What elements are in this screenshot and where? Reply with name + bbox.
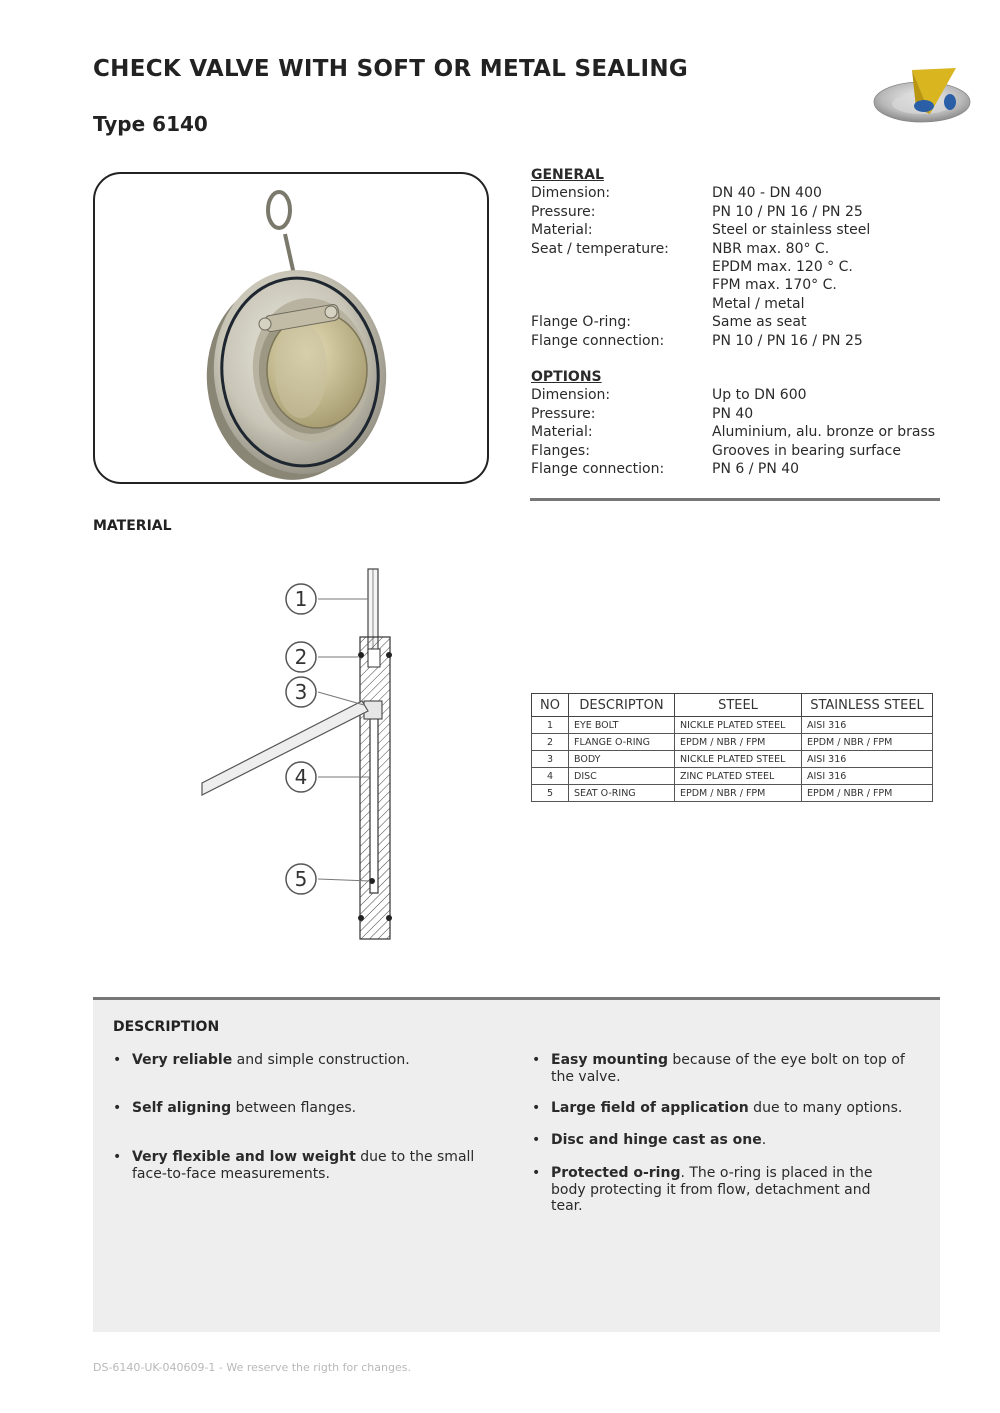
disc-shape <box>370 715 378 893</box>
description-bullet <box>532 1100 906 1117</box>
page-title: CHECK VALVE WITH SOFT OR METAL SEALING <box>93 56 689 82</box>
table-cell: EPDM / NBR / FPM <box>802 734 933 751</box>
spec-row <box>531 276 870 294</box>
type-label: Type 6140 <box>93 112 208 136</box>
table-cell: DISC <box>569 768 675 785</box>
table-cell: EPDM / NBR / FPM <box>675 785 802 802</box>
spec-label: Pressure: <box>531 405 596 422</box>
callout-5: 5 <box>294 867 308 891</box>
spec-label: Flange connection: <box>531 332 665 349</box>
description-bullet <box>532 1132 906 1149</box>
bullet-bold: Very flexible and low weight <box>132 1149 356 1165</box>
bullet-bold: Large field of application <box>551 1100 749 1116</box>
description-bullet <box>532 1052 906 1085</box>
spec-row <box>531 332 870 350</box>
spec-row <box>531 460 935 478</box>
spec-label: Material: <box>531 424 593 441</box>
spec-row <box>531 221 870 239</box>
spec-row <box>531 203 870 221</box>
col-stainless-steel: STAINLESS STEEL <box>802 694 933 717</box>
bullet-bold: Very reliable <box>132 1052 233 1068</box>
table-cell: NICKLE PLATED STEEL <box>675 751 802 768</box>
table-cell: 4 <box>532 768 569 785</box>
bullet-icon: • <box>532 1052 541 1068</box>
bullet-text: . The o-ring is placed in the body protecting it from flow, detachment and tear. <box>551 1165 873 1214</box>
bullet-text: due to the small face-to-face measurements. <box>132 1149 475 1182</box>
spec-label <box>531 295 712 313</box>
description-bullet <box>113 1100 477 1117</box>
spec-label <box>531 258 712 276</box>
spec-value: Same as seat <box>712 314 807 331</box>
bullet-text: . <box>761 1132 767 1148</box>
spec-label: Dimension: <box>531 387 611 404</box>
spec-label: Seat / temperature: <box>531 240 669 257</box>
material-heading: MATERIAL <box>93 518 172 534</box>
options-specs <box>531 368 935 478</box>
spec-value: Steel or stainless steel <box>712 222 871 239</box>
general-heading: GENERAL <box>531 167 604 183</box>
col-steel: STEEL <box>675 694 802 717</box>
bullet-bold: Easy mounting <box>551 1052 668 1068</box>
table-row <box>532 751 933 768</box>
table-cell: AISI 316 <box>802 768 933 785</box>
spec-value: Metal / metal <box>712 295 805 312</box>
spec-value: Aluminium, alu. bronze or brass <box>712 424 936 441</box>
description-bullet <box>532 1165 906 1215</box>
table-cell: SEAT O-RING <box>569 785 675 802</box>
spec-label: Flanges: <box>531 442 590 459</box>
table-cell: BODY <box>569 751 675 768</box>
options-heading: OPTIONS <box>531 369 602 385</box>
parts-table <box>531 693 933 802</box>
table-cell: AISI 316 <box>802 717 933 734</box>
spec-row <box>531 313 870 331</box>
description-heading: DESCRIPTION <box>113 1019 220 1035</box>
bullet-bold: Self aligning <box>132 1100 232 1116</box>
table-cell: FLANGE O-RING <box>569 734 675 751</box>
spec-row <box>531 386 935 404</box>
bullet-icon: • <box>113 1052 122 1068</box>
table-cell: AISI 316 <box>802 751 933 768</box>
table-cell: ZINC PLATED STEEL <box>675 768 802 785</box>
spec-row <box>531 184 870 202</box>
bullet-icon: • <box>532 1100 541 1116</box>
spec-row <box>531 442 935 460</box>
spec-value: FPM max. 170° C. <box>712 277 837 294</box>
spec-value: PN 10 / PN 16 / PN 25 <box>712 203 863 220</box>
spec-divider <box>530 498 940 501</box>
spec-label: Pressure: <box>531 203 596 220</box>
product-photo <box>93 172 489 484</box>
table-cell: 2 <box>532 734 569 751</box>
description-bullet <box>113 1149 477 1182</box>
spec-label: Flange O-ring: <box>531 314 631 331</box>
callout-2: 2 <box>294 645 308 669</box>
callout-1: 1 <box>294 587 308 611</box>
spec-value: PN 10 / PN 16 / PN 25 <box>712 332 863 349</box>
spec-value: Grooves in bearing surface <box>712 442 901 459</box>
spec-value: DN 40 - DN 400 <box>712 185 822 202</box>
bullet-icon: • <box>113 1100 122 1116</box>
description-bullet <box>113 1052 477 1069</box>
table-row <box>532 717 933 734</box>
spec-value: Up to DN 600 <box>712 387 807 404</box>
spec-row <box>531 405 935 423</box>
general-spec-rows <box>531 184 870 350</box>
bullet-text: and simple construction. <box>232 1052 410 1068</box>
bullet-text: between flanges. <box>231 1100 357 1116</box>
table-cell: EPDM / NBR / FPM <box>675 734 802 751</box>
check-valve-illustration <box>95 174 489 484</box>
material-cross-section-diagram <box>200 565 400 945</box>
general-specs <box>531 166 870 350</box>
company-logo-icon <box>872 62 972 128</box>
spec-row <box>531 240 870 258</box>
table-cell: 1 <box>532 717 569 734</box>
callout-4: 4 <box>294 765 308 789</box>
bullet-bold: Protected o-ring <box>551 1165 681 1181</box>
bullet-text: because of the eye bolt on top of the valve. <box>551 1052 905 1085</box>
spec-value: PN 6 / PN 40 <box>712 461 800 478</box>
table-cell: 3 <box>532 751 569 768</box>
bullet-icon: • <box>113 1149 122 1165</box>
table-cell: NICKLE PLATED STEEL <box>675 717 802 734</box>
table-cell: EPDM / NBR / FPM <box>802 785 933 802</box>
spec-value: EPDM max. 120 ° C. <box>712 259 853 276</box>
spec-label: Dimension: <box>531 185 611 202</box>
col-description: DESCRIPTON <box>569 694 675 717</box>
table-row <box>532 785 933 802</box>
spec-row <box>531 295 870 313</box>
col-no: NO <box>532 694 569 717</box>
bullet-bold: Disc and hinge cast as one <box>551 1132 762 1148</box>
table-header-row <box>532 694 933 717</box>
spec-row <box>531 423 935 441</box>
options-spec-rows <box>531 386 935 478</box>
table-row <box>532 734 933 751</box>
spec-row <box>531 258 870 276</box>
spec-label: Flange connection: <box>531 461 665 478</box>
footer-note: DS-6140-UK-040609-1 - We reserve the rigth for changes. <box>93 1361 411 1374</box>
spec-value: PN 40 <box>712 405 754 422</box>
callout-3: 3 <box>294 680 308 704</box>
table-cell: 5 <box>532 785 569 802</box>
spec-label <box>531 276 712 294</box>
spec-label: Material: <box>531 222 593 239</box>
bullet-icon: • <box>532 1165 541 1181</box>
table-row <box>532 768 933 785</box>
bullet-icon: • <box>532 1132 541 1148</box>
parts-table-body <box>532 717 933 802</box>
bullet-text: due to many options. <box>748 1100 903 1116</box>
table-cell: EYE BOLT <box>569 717 675 734</box>
spec-value: NBR max. 80° C. <box>712 240 830 257</box>
